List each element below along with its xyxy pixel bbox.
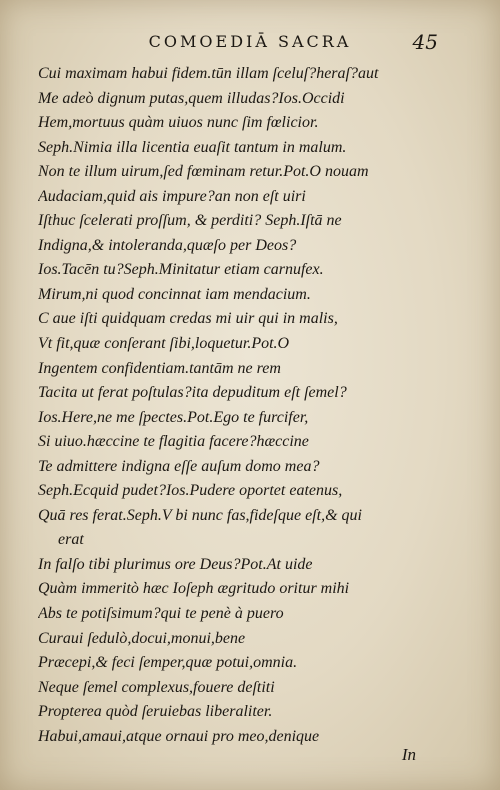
text-line: Abs te potiſsimum?qui te penè à puero [38,605,284,623]
text-line: Curaui ſedulò,docui,monui,bene [38,629,246,647]
text-line: Tacita ut ferat poſtulas?ita depuditum eſt ſemel? [38,384,347,402]
text-line: Ios.Here,ne me ſpectes.Pot.Ego te furcifer, [38,408,309,426]
text-line: Seph.Ecquid pudet?Ios.Pudere oportet eatenus, [38,482,343,500]
text-line: Si uiuo.hæccine te flagitia facere?hæccine [38,433,309,451]
text-line: Me adeò dignum putas,quem illudas?Ios.Occidi [38,89,345,107]
text-line: Propterea quòd ſeruiebas liberaliter. [38,703,273,721]
text-line: Quā res ferat.Seph.V bi nunc fas,fideſque eſt,& qui [38,506,362,524]
text-line: Vt fit,quæ conſerant ſibi,loquetur.Pot.O [38,335,290,353]
running-title: COMOEDIĀ SACRA [148,32,352,51]
text-line: Præcepi,& feci ſemper,quæ potui,omnia. [38,654,298,672]
text-line: Ios.Tacēn tu?Seph.Minitatur etiam carnufex. [38,261,324,279]
text-line: erat [58,531,84,549]
text-line: Ingentem confidentiam.tantām ne rem [38,359,281,377]
catchword: In [401,745,416,764]
text-line: Hem,mortuus quàm uiuos nunc ſim fœlicior. [38,114,319,132]
text-line: Te admittere indigna eſſe auſum domo mea? [38,457,320,475]
text-block [38,62,448,749]
text-line: Mirum,ni quod concinnat iam mendacium. [38,285,311,303]
text-line: Audaciam,quid ais impure?an non eſt uiri [38,187,306,205]
text-line: Seph.Nimia illa licentia euaſit tantum in malum. [38,138,347,156]
text-line: Habui,amaui,atque ornaui pro meo,denique [38,727,320,745]
text-line: Indigna,& intoleranda,quæſo per Deos? [38,236,297,254]
text-line: Quàm immeritò hæc Ioſeph ægritudo oritur mihi [38,580,350,598]
text-line: C aue iſti quidquam credas mi uir qui in malis, [38,310,338,328]
text-line: Cui maximam habui fidem.tūn illam ſceluſ?heraſ?aut [38,65,379,82]
text-line: Neque ſemel complexus,fouere deſtiti [38,678,275,696]
text-line: In falſo tibi plurimus ore Deus?Pot.At uide [38,555,313,573]
page-number: 45 [412,30,438,54]
text-line: Non te illum uirum,ſed fœminam retur.Pot.O nouam [38,163,369,181]
text-line: Iſthuc ſcelerati proſſum, & perditi? Seph.Iſtā ne [38,212,342,230]
